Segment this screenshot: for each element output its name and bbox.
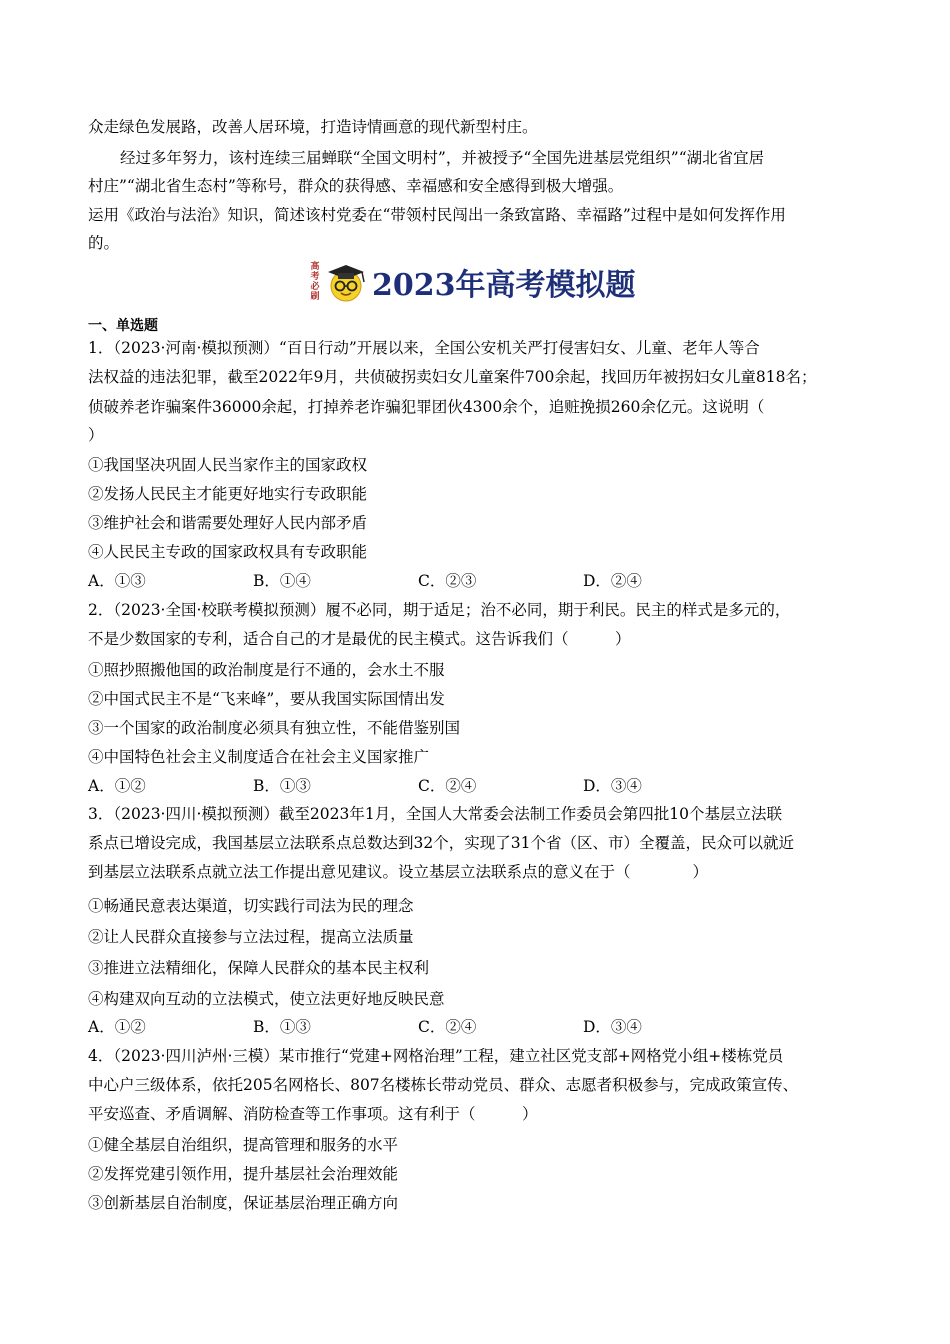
q1-option-c[interactable]: C．②③ [418,572,477,590]
q3-statement-4: ④构建双向互动的立法模式，使立法更好地反映民意 [88,990,445,1008]
banner-side-text: 高考必刷 [310,262,320,302]
section-title: 一、单选题 [88,318,158,334]
q3-option-d[interactable]: D．③④ [583,1018,642,1036]
q3-line-2: 系点已增设完成，我国基层立法联系点总数达到32个，实现了31个省（区、市）全覆盖，民众可以就近 [88,834,794,852]
q2-statement-4: ④中国特色社会主义制度适合在社会主义国家推广 [88,748,430,766]
intro-line-1: 众走绿色发展路，改善人居环境，打造诗情画意的现代新型村庄。 [88,118,538,136]
q3-line-3: 到基层立法联系点就立法工作提出意见建议。设立基层立法联系点的意义在于（ ） [88,863,709,881]
intro-question-line-1: 运用《政治与法治》知识，简述该村党委在“带领村民闯出一条致富路、幸福路”过程中是如何发挥作用 [88,206,786,224]
q1-statement-2: ②发扬人民民主才能更好地实行专政职能 [88,485,368,503]
section-banner [308,254,648,310]
q3-statement-3: ③推进立法精细化，保障人民群众的基本民主权利 [88,959,430,977]
q2-option-b[interactable]: B．①③ [253,777,311,795]
q2-option-d[interactable]: D．③④ [583,777,642,795]
q3-statement-2: ②让人民群众直接参与立法过程，提高立法质量 [88,928,414,946]
q3-options [88,1015,788,1035]
q2-statement-1: ①照抄照搬他国的政治制度是行不通的，会水土不服 [88,661,445,679]
intro-question-line-2: 的。 [88,234,120,252]
banner-title: 2023年高考模拟题 [372,268,636,303]
q1-line-4: ） [88,426,104,444]
q1-option-d[interactable]: D．②④ [583,572,642,590]
q4-line-1: 4．（2023·四川泸州·三模）某市推行“党建+网格治理”工程，建立社区党支部+网格党小组+楼栋党员 [88,1047,784,1065]
q3-line-1: 3．（2023·四川·模拟预测）截至2023年1月，全国人大常委会法制工作委员会第四批10个基层立法联 [88,805,782,823]
q1-option-a[interactable]: A．①③ [88,572,146,590]
q1-statement-4: ④人民民主专政的国家政权具有专政职能 [88,543,368,561]
q3-option-a[interactable]: A．①② [88,1018,146,1036]
intro-line-2: 经过多年努力，该村连续三届蝉联“全国文明村”，并被授予“全国先进基层党组织”“湖北省宜居 [120,149,765,167]
q2-statement-2: ②中国式民主不是“飞来峰”，要从我国实际国情出发 [88,690,445,708]
q1-statement-1: ①我国坚决巩固人民当家作主的国家政权 [88,456,368,474]
q1-line-2: 法权益的违法犯罪，截至2022年9月，共侦破拐卖妇女儿童案件700余起，找回历年被拐妇女儿童818名； [88,368,817,386]
q2-statement-3: ③一个国家的政治制度必须具有独立性，不能借鉴别国 [88,719,461,737]
q4-line-2: 中心户三级体系，依托205名网格长、807名楼栋长带动党员、群众、志愿者积极参与，完成政策宣传、 [88,1076,799,1094]
q2-option-c[interactable]: C．②④ [418,777,477,795]
q2-options [88,774,788,794]
q1-line-3: 侦破养老诈骗案件36000余起，打掉养老诈骗犯罪团伙4300余个，追赃挽损260余亿元。这说明（ [88,398,765,416]
q1-options [88,569,788,589]
q3-option-b[interactable]: B．①③ [253,1018,311,1036]
q4-statement-3: ③创新基层自治制度，保证基层治理正确方向 [88,1194,399,1212]
q3-statement-1: ①畅通民意表达渠道，切实践行司法为民的理念 [88,897,414,915]
q4-statement-1: ①健全基层自治组织，提高管理和服务的水平 [88,1136,399,1154]
q4-statement-2: ②发挥党建引领作用，提升基层社会治理效能 [88,1165,399,1183]
q2-line-1: 2．（2023·全国·校联考模拟预测）履不必同，期于适足；治不必同，期于利民。民主的样式是多元的， [88,601,791,619]
q2-line-2: 不是少数国家的专利，适合自己的才是最优的民主模式。这告诉我们（ ） [88,630,631,648]
q1-line-1: 1．（2023·河南·模拟预测）“百日行动”开展以来，全国公安机关严打侵害妇女、儿童、老年人等合 [88,339,760,357]
q1-statement-3: ③维护社会和谐需要处理好人民内部矛盾 [88,514,368,532]
q2-option-a[interactable]: A．①② [88,777,146,795]
graduate-face-icon [324,260,368,304]
q4-line-3: 平安巡查、矛盾调解、消防检查等工作事项。这有利于（ ） [88,1105,538,1123]
q3-option-c[interactable]: C．②④ [418,1018,477,1036]
intro-line-3: 村庄”“湖北省生态村”等称号，群众的获得感、幸福感和安全感得到极大增强。 [88,177,624,195]
q1-option-b[interactable]: B．①④ [253,572,311,590]
